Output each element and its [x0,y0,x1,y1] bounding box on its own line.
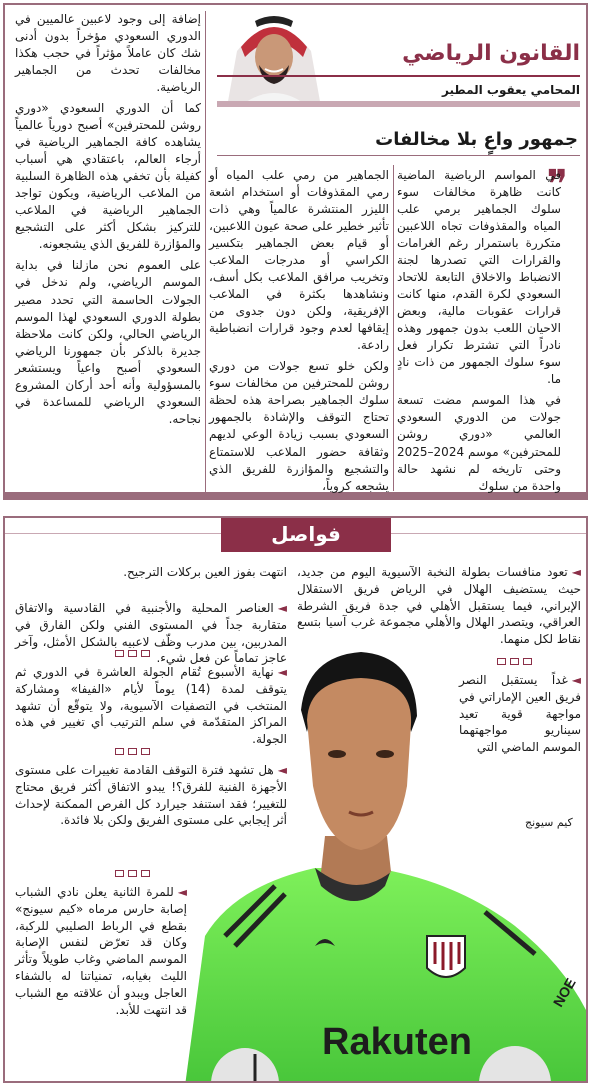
item-separator [115,870,150,880]
jersey-side-text: NOE [549,975,579,1010]
article-paragraph: على العموم نحن مازلنا في بداية الموسم الرياضي، ولم ندخل في الجولات الحاسمة التي تحدد مصير بطولة الدوري السعودي لهذا الموسم الرياضي الحالي، ولكن كانت ملاحظة جديرة بالذكر بأن جمهورنا الرياضي السعودي أصبح واعياً ويستشعر بالمسؤولية وأنه أحد أركان المشروع السعودي الرياضي للمساعدة في نجاحه. [15,258,201,426]
article-paragraph: في هذا الموسم مضت تسعة جولات من الدوري السعودي العالمي «دوري روشن للمحترفين» موسم 2024–2025 وحتى تاريخه لم نشهد حالة واحدة من سلوك [397,393,561,493]
item-separator [115,748,150,758]
news-item [459,672,581,756]
news-item-text: العناصر المحلية والأجنبية في القادسية والاتفاق متقاربة جداً في المستوى الفني ولكن الفارق في المدربين، بين مدرب وظّف لاعبيه بالشكل الأمثل، وآخر عاجز تماماً عن فعل شيء. [15,601,287,666]
bullet-icon: ◄ [571,565,581,579]
fawasel-title: فواصل [221,516,391,552]
jersey-sponsor: Rakuten [322,1021,472,1063]
news-item [297,564,581,648]
item-separator [115,650,150,660]
news-item-text: غداً يستقبل النصر فريق العين الإماراتي في مواجهة قوية تعيد سيناريو مواجهتهما الموسم الماضي التي [459,673,581,755]
article-paragraph: في المواسم الرياضية الماضية كانت ظاهرة مخالفات سوء سلوك الجماهير برمي علب المياه والمقذوفات تجاه اللاعبين متكررة باستمرار رغم الغرامات والقرارات التي تصدرها لجنة الانضباط والاخلاق التابعة للاتحاد السعودي لكرة القدم، منها كانت قرارات عقوبات مالية، وبعض الاحيان اللعب بدون جمهور وهذه نادراً التي تشترط تكرار فعل سوء سلوك الجمهور من ذات نادٍ ما. [397,168,561,387]
article-column-right [397,162,587,493]
news-item-text: انتهت بفوز العين بركلات الترجيح. [123,565,287,579]
article-column-middle [209,167,389,493]
author-portrait [215,7,333,107]
bullet-icon: ◄ [177,885,187,899]
news-item-text: تعود منافسات بطولة النخبة الآسيوية اليوم من جديد، حيث يستضيف الهلال في الرياض فريق الاستقلال الإيراني، فيما يستقبل الأهلي في جدة فريق الشرطة العراقي، ويتصدر الهلال والأهلي مجموعة غرب آسيا بتسع نقاط لكل منهما. [297,565,581,647]
column-title: القانون الرياضي [402,41,580,66]
bullet-icon: ◄ [571,673,581,687]
bullet-icon: ◄ [277,601,287,615]
author-bar [217,101,580,107]
item-separator [497,658,532,668]
news-item-text: نهاية الأسبوع تُقام الجولة العاشرة في الدوري ثم يتوقف لمدة (14) يوماً لأيام «الفيفا» ومشاركة المنتخب في التصفيات الآسيوية، ولا يتوقّع أن تشهد المراكز المتقدّمة في سلم الترتيب أي تغيير في هذه الجولة. [15,665,287,747]
quote-mark-icon: ❞ [546,162,568,208]
column-divider [205,11,206,493]
article-column-left [15,11,201,495]
bullet-icon: ◄ [277,665,287,679]
column-divider [393,165,394,491]
column-author: المحامي يعقوب المطير [442,83,580,97]
news-item [15,664,287,748]
article-paragraph: إضافة إلى وجود لاعبين عالميين في الدوري السعودي مؤخراً بدون أدنى شك كان عاملاً مؤثراً في حجب هكذا مخالفات تحدث من الجماهير الرياضية. [15,12,201,95]
news-item [15,884,187,1018]
news-item [15,564,287,581]
news-item [15,762,287,829]
column-box [3,3,588,500]
bullet-icon: ◄ [277,763,287,777]
photo-caption: كيم سيونج [525,816,573,829]
news-item-text: هل تشهد فترة التوقف القادمة تغييرات على مستوى الأجهزة الفنية للفرق؟! يبدو الاتفاق أكثر فريق محتاج للتغيير؛ فقد استنفد جيرارد كل الفرص الممكنة لإحداث أثر إيجابي على مستوى الفريق ولكن بلا فائدة. [15,763,287,828]
news-item [15,600,287,667]
article-paragraph: الجماهير من رمي علب المياه أو رمي المقذوفات أو استخدام اشعة الليزر المنتشرة عالمياً وهي ذات تأثير خطير على صحة عيون اللاعبين، أو قيام بعض الجماهير بتكسير الكراسي أو مدرجات الملاعب وتخريب مرافق الملاعب بكل أسف، ونشاهدها بكثرة في الملاعب الإفريقية، ولكن دون جدوى من إيقافها لعدم وجود قرارات انضباطية رادعة. [208,168,389,353]
article-headline: جمهور واعٍ بلا مخالفات [375,129,578,150]
article-paragraph: كما أن الدوري السعودي «دوري روشن للمحترفين» أصبح دورياً عالمياً يشاهده كافة الجماهير الرياضية في أرجاء العالم، باعتقادي هي أسباب كفيلة بأن تخفي هذه الظاهرة السلبية من الملاعب الرياضية، ويكون تواجد الجماهير الرياضية في الملاعب للتركيز بشكل أكثر على التشجيع والمؤازرة للفريق الذي يشجعونه. [15,101,201,252]
headline-rule [217,155,580,156]
column-title-rule [217,75,580,77]
fawasel-box [3,516,588,1083]
article-paragraph: ولكن خلو تسع جولات من دوري روشن للمحترفين من مخالفات سوء سلوك الجماهير بصراحة هذه لحظة تحتاج التوقف والإشادة بالجمهور السعودي بسبب زيادة الوعي لديهم وثقافة حضور الملاعب للاستمتاع والتشجيع والمؤازرة للفريق الذي يشجعه كروياً، [209,359,389,493]
news-item-text: للمرة الثانية يعلن نادي الشباب إصابة حارس مرماه «كيم سيونج» بقطع في الرباط الصليبي للركبة، وكان قد تعرّض لنفس الإصابة الموسم الماضي وغاب طويلاً وتأثر الليث بغيابه، تمنياتنا له بالشفاء العاجل ويبدو أن علاقته مع الشباب قد انتهت للأبد. [15,885,187,1017]
